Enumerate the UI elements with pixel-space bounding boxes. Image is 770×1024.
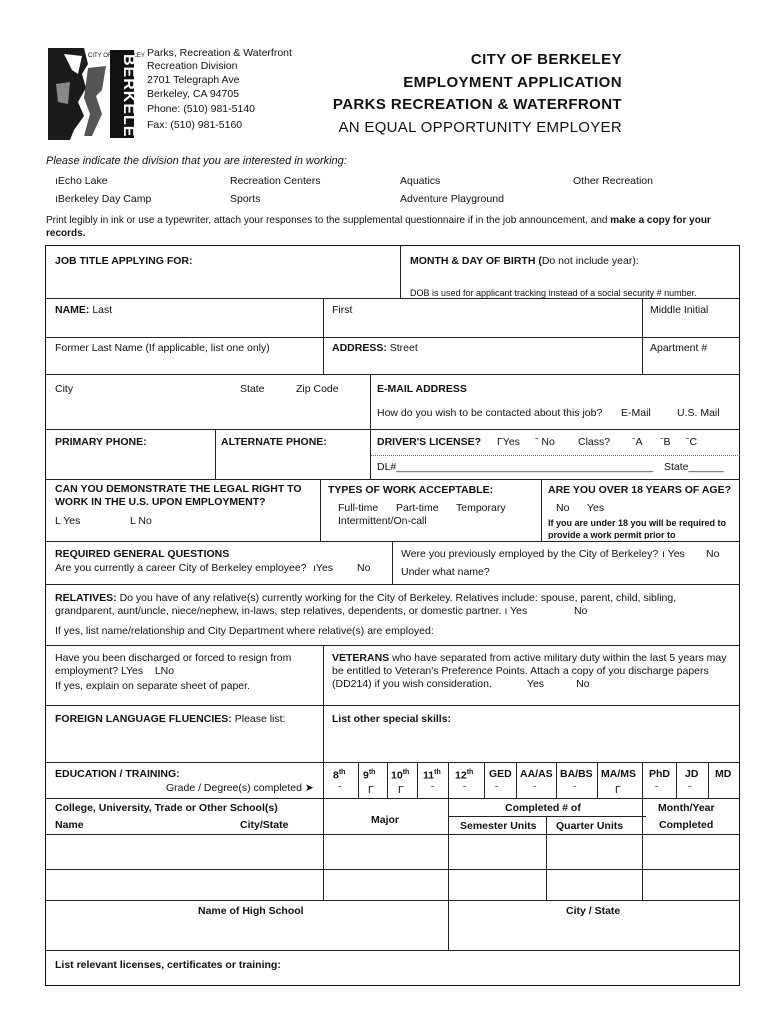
veterans-yes-option[interactable]: Yes xyxy=(526,678,545,690)
prev-employed-yes-option[interactable]: ı Yes xyxy=(662,548,685,560)
discharged-question: Have you been discharged or forced to resign from employment? LYes LNo xyxy=(55,652,292,677)
zip-label: Zip Code xyxy=(296,383,339,395)
month-year-label: Month/Year xyxy=(658,802,715,814)
temporary-option[interactable]: Temporary xyxy=(456,502,506,514)
grade-8[interactable]: 8th xyxy=(333,769,346,782)
college-label: College, University, Trade or Other School(s) xyxy=(55,802,278,814)
over-18-question: ARE YOU OVER 18 YEARS OF AGE? xyxy=(548,484,732,496)
degree-aa[interactable]: AA/AS xyxy=(520,768,553,780)
high-school-city-label: City / State xyxy=(566,905,621,917)
license-no-option[interactable]: ˉ No xyxy=(535,436,555,448)
school-name-column: Name xyxy=(55,819,84,831)
division-option[interactable]: Adventure Playground xyxy=(400,193,504,205)
semester-units-column: Semester Units xyxy=(460,820,537,832)
logo-text: CITY OF BERKELEY xyxy=(88,53,145,59)
foreign-language-label: FOREIGN LANGUAGE FLUENCIES: Please list: xyxy=(55,713,286,725)
special-skills-label: List other special skills: xyxy=(332,713,452,725)
licenses-label: List relevant licenses, certificates or training: xyxy=(55,959,281,971)
dl-number-line[interactable]: DL#____________________________________________ xyxy=(377,461,654,473)
veterans-note: VETERANS who have separated from active military duty within the last 5 years may be entitled to Veteran's Preference Points. Attach a copy of you discharge papers (DD214) if you wish consideration. Yes No xyxy=(332,652,727,690)
alternate-phone-label: ALTERNATE PHONE: xyxy=(221,436,327,448)
class-a-option[interactable]: ˉA xyxy=(632,436,643,448)
school-city-column: City/State xyxy=(240,819,289,831)
checkbox-icon[interactable]: ˉ xyxy=(495,784,499,796)
apartment-label: Apartment # xyxy=(650,342,708,354)
address-line: Fax: (510) 981-5160 xyxy=(147,119,243,131)
class-c-option[interactable]: ˉC xyxy=(686,436,698,448)
relatives-question: RELATIVES: Do you have of any relative(s) currently working for the City of Berkeley. Relatives include: spouse, parent, child, sibling, grandparent, aunt/uncle, niece/nephew, in-laws, step relatives, dependents, or domestic partner. ı Yes No xyxy=(55,592,677,617)
prev-employed-no-option[interactable]: No xyxy=(706,548,720,560)
quarter-units-column: Quarter Units xyxy=(556,820,624,832)
degree-ba[interactable]: BA/BS xyxy=(560,768,593,780)
checkbox-icon[interactable]: ˉ xyxy=(533,784,537,796)
legal-yes-option[interactable]: L Yes xyxy=(55,515,81,527)
city-logo: CITY OF BERKELEY BERKELEY xyxy=(44,44,136,142)
checkbox-icon[interactable]: ˉ xyxy=(463,784,467,796)
discharged-explain: If yes, explain on separate sheet of paper. xyxy=(55,680,250,692)
required-general-heading: REQUIRED GENERAL QUESTIONS xyxy=(55,548,230,560)
address-line: Phone: (510) 981-5140 xyxy=(147,103,255,115)
division-prompt: Please indicate the division that you are interested in working: xyxy=(46,155,347,167)
contact-question: How do you wish to be contacted about this job? xyxy=(377,407,603,419)
discharged-no-option[interactable]: LNo xyxy=(154,665,175,677)
checkbox-icon[interactable]: Γ xyxy=(398,784,404,796)
veterans-no-option[interactable]: No xyxy=(576,678,590,690)
career-no-option[interactable]: No xyxy=(357,562,371,574)
name-label: NAME: Last xyxy=(55,304,113,316)
legal-right-question: CAN YOU DEMONSTRATE THE LEGAL RIGHT TO WORK IN THE U.S. UPON EMPLOYMENT? xyxy=(55,483,302,508)
division-option[interactable]: ıEcho Lake xyxy=(55,175,108,187)
checkbox-icon[interactable]: ˉ xyxy=(338,784,342,796)
major-column: Major xyxy=(371,814,400,826)
class-b-option[interactable]: ˉB xyxy=(660,436,671,448)
former-last-name-label: Former Last Name (If applicable, list one only) xyxy=(55,342,270,354)
middle-initial-label: Middle Initial xyxy=(650,304,709,316)
state-label: State xyxy=(240,383,265,395)
checkbox-icon[interactable]: ˉ xyxy=(655,784,659,796)
division-option[interactable]: ıBerkeley Day Camp xyxy=(55,193,152,205)
intermittent-option[interactable]: Intermittent/On-call xyxy=(338,515,427,527)
completed-units-label: Completed # of xyxy=(505,802,581,814)
grade-9[interactable]: 9th xyxy=(363,769,376,782)
career-employee-question: Are you currently a career City of Berkeley employee? xyxy=(55,562,307,574)
under-what-name-label: Under what name? xyxy=(401,566,490,578)
drivers-license-label: DRIVER'S LICENSE? xyxy=(377,436,482,448)
division-option[interactable]: Aquatics xyxy=(400,175,441,187)
grade-11[interactable]: 11th xyxy=(423,769,441,782)
contact-email-option[interactable]: E-Mail xyxy=(621,407,651,419)
degree-phd[interactable]: PhD xyxy=(649,768,670,780)
checkbox-icon[interactable]: ˉ xyxy=(573,784,577,796)
work-types-label: TYPES OF WORK ACCEPTABLE: xyxy=(328,484,494,496)
checkbox-icon[interactable]: ˉ xyxy=(431,784,435,796)
career-yes-option[interactable]: ıYes xyxy=(313,562,334,574)
division-option[interactable]: Recreation Centers xyxy=(230,175,321,187)
degree-ma[interactable]: MA/MS xyxy=(601,768,636,780)
division-option[interactable]: Sports xyxy=(230,193,261,205)
education-label: EDUCATION / TRAINING: xyxy=(55,768,180,780)
dob-label: MONTH & DAY OF BIRTH (Do not include year): xyxy=(410,255,639,267)
dob-note: DOB is used for applicant tracking instead of a social security # number. xyxy=(410,288,697,298)
grade-12[interactable]: 12th xyxy=(455,769,474,782)
address-line: Recreation Division xyxy=(147,60,238,72)
page-subtitle: AN EQUAL OPPORTUNITY EMPLOYER xyxy=(338,119,622,136)
degree-jd[interactable]: JD xyxy=(685,768,699,780)
over-18-no-option[interactable]: No xyxy=(556,502,570,514)
degree-md[interactable]: MD xyxy=(715,768,732,780)
discharged-yes-option[interactable]: LYes xyxy=(120,665,144,677)
license-yes-option[interactable]: ΓYes xyxy=(497,436,520,448)
checkbox-icon[interactable]: Γ xyxy=(368,784,374,796)
relatives-yes-option[interactable]: ı Yes xyxy=(504,605,528,617)
checkbox-icon[interactable]: ˉ xyxy=(688,784,692,796)
class-label: Class? xyxy=(578,436,611,448)
grade-10[interactable]: 10th xyxy=(391,769,410,782)
division-option[interactable]: Other Recreation xyxy=(573,175,653,187)
contact-mail-option[interactable]: U.S. Mail xyxy=(677,407,720,419)
part-time-option[interactable]: Part-time xyxy=(396,502,439,514)
relatives-no-option[interactable]: No xyxy=(573,605,588,617)
job-title-label: JOB TITLE APPLYING FOR: xyxy=(55,255,193,267)
full-time-option[interactable]: Full-time xyxy=(338,502,379,514)
relatives-list-label: If yes, list name/relationship and City Department where relative(s) are employed: xyxy=(55,625,434,637)
city-label: City xyxy=(55,383,74,395)
grade-completed-label: Grade / Degree(s) completed ➤ xyxy=(166,782,314,794)
degree-ged[interactable]: GED xyxy=(489,768,512,780)
checkbox-icon[interactable]: Γ xyxy=(615,784,621,796)
first-name-label: First xyxy=(332,304,353,316)
address-line: 2701 Telegraph Ave xyxy=(147,74,240,86)
completed-column: Completed xyxy=(659,819,714,831)
page-title: EMPLOYMENT APPLICATION xyxy=(403,74,622,91)
address-label: ADDRESS: Street xyxy=(332,342,418,354)
prev-employed-question: Were you previously employed by the City of Berkeley? xyxy=(401,548,659,560)
dl-state-line[interactable]: State______ xyxy=(664,461,724,473)
high-school-label: Name of High School xyxy=(198,905,304,917)
email-label: E-MAIL ADDRESS xyxy=(377,383,467,395)
over-18-yes-option[interactable]: Yes xyxy=(587,502,605,514)
address-line: Parks, Recreation & Waterfront xyxy=(147,47,292,59)
address-line: Berkeley, CA 94705 xyxy=(147,88,240,100)
legal-no-option[interactable]: L No xyxy=(130,515,152,527)
primary-phone-label: PRIMARY PHONE: xyxy=(55,436,147,448)
instructions: Print legibly in ink or use a typewriter, attach your responses to the supplemental questionnaire if in the job announcement, and make a copy for your records. xyxy=(46,215,711,239)
page-title: CITY OF BERKELEY xyxy=(470,51,622,68)
under-18-note: If you are under 18 you will be required to provide a work permit prior to xyxy=(548,518,727,539)
page-title: PARKS RECREATION & WATERFRONT xyxy=(332,96,622,113)
